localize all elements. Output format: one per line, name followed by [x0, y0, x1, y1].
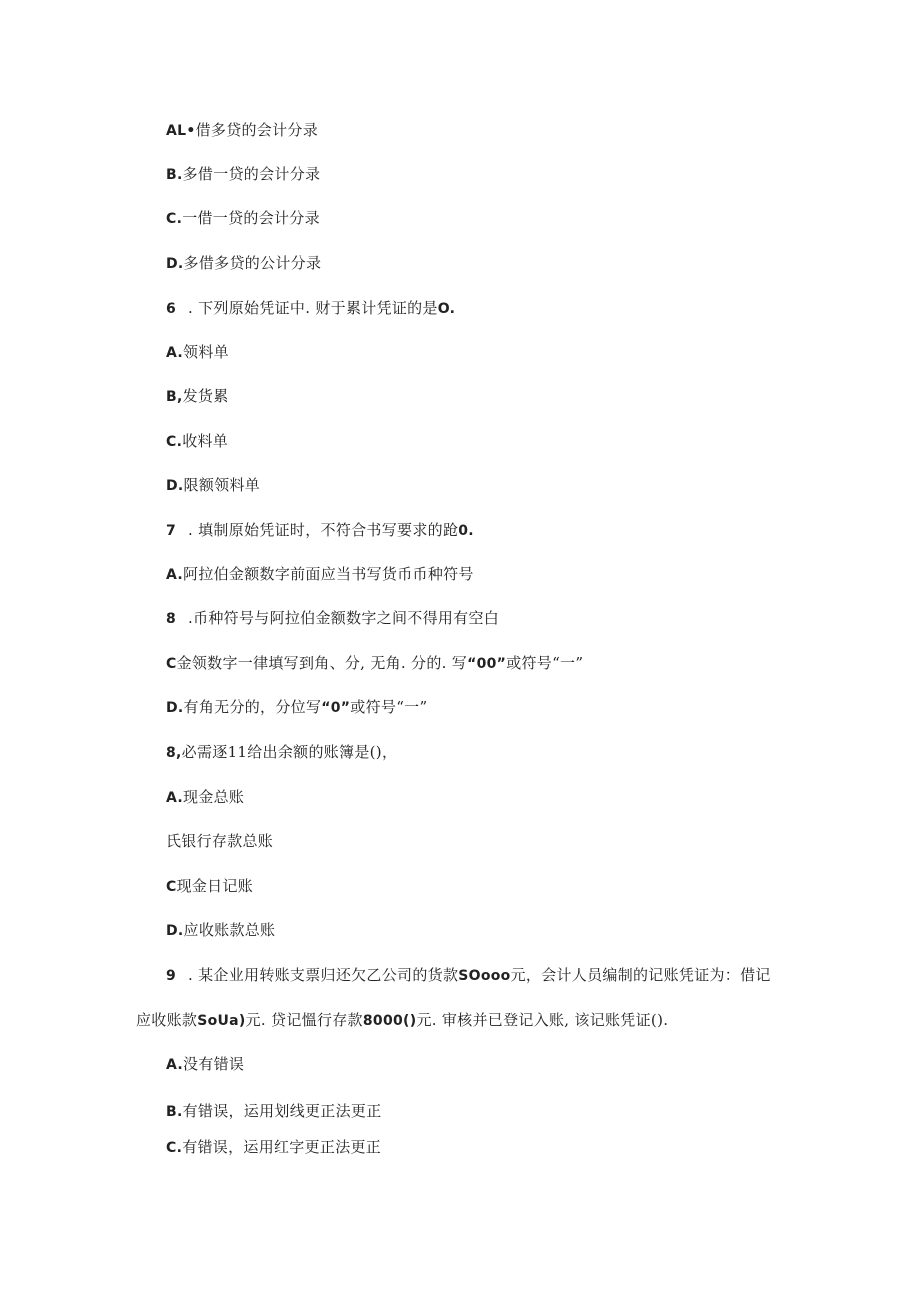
question-9-continuation [136, 1010, 668, 1031]
option-text: 多借一贷的会计分录 [182, 165, 321, 183]
q8-option-c [166, 876, 253, 897]
question-6 [166, 298, 455, 319]
option-text: 金领数字一律填写到角、分, 无角. 分的. 写 [176, 654, 468, 672]
option-text: 阿拉伯金额数字前面应当书写货币币种符号 [183, 565, 474, 583]
q8-option-b [166, 831, 273, 851]
q6-option-d [166, 475, 260, 496]
q6-option-b [166, 386, 229, 407]
option-text: 没有错误 [183, 1055, 245, 1073]
option-prefix: A. [166, 790, 184, 806]
option-quote: “0” [321, 700, 351, 716]
question-text: 应收账款 [136, 1011, 198, 1029]
option-prefix: C. [166, 1140, 183, 1156]
q9-option-a [166, 1054, 244, 1075]
option-prefix: D. [166, 256, 184, 272]
question-7 [166, 520, 474, 541]
question-text: . 填制原始凭证时，不符合书写要求的跄 [188, 521, 459, 539]
option-text-tail: 或符号“一” [506, 654, 584, 672]
amount-text: SoUa) [197, 1013, 246, 1029]
option-text: 收料单 [182, 432, 229, 450]
option-text: 应收账款总账 [183, 921, 276, 939]
question-text-mid: 元. 贷记慍行存款 [245, 1011, 363, 1029]
option-text: .币种符号与阿拉伯金额数字之间不得用有空白 [188, 609, 500, 627]
q9-option-c [166, 1137, 381, 1158]
q6-option-a [166, 342, 229, 363]
option-text: 有错误，运用划线更正法更正 [182, 1102, 382, 1120]
q8-option-d [166, 920, 275, 941]
option-prefix: C [166, 656, 177, 672]
option-text: 领料单 [183, 343, 229, 361]
question-suffix: O. [437, 301, 456, 317]
question-number: 7 [166, 523, 177, 539]
question-number: 6 [166, 301, 177, 317]
question-text-tail: 元，会计人员编制的记账凭证为：借记 [510, 966, 771, 984]
option-prefix: AL• [166, 123, 196, 139]
question-text: . 某企业用转账支票归还欠乙公司的货款 [188, 966, 459, 984]
option-text: 现金日记账 [176, 877, 254, 895]
question-suffix: 0. [458, 523, 474, 539]
option-number: 8 [166, 611, 177, 627]
option-prefix: B, [166, 389, 183, 405]
q7-option-b [166, 608, 499, 629]
q7-option-c [166, 653, 583, 674]
question-8 [166, 742, 397, 763]
question-text-tail: 元. 审核并已登记入账, 该记账凭证(). [416, 1011, 669, 1029]
option-prefix: A. [166, 567, 184, 583]
option-text: 有错误，运用红字更正法更正 [182, 1138, 382, 1156]
option-prefix: B. [166, 167, 183, 183]
question-number: 8, [166, 745, 182, 761]
option-d-line [166, 253, 321, 274]
option-prefix: D. [166, 700, 184, 716]
option-text: 氏银行存款总账 [166, 832, 274, 850]
q6-option-c [166, 431, 228, 452]
option-b-line [166, 164, 320, 185]
option-text: 有角无分的，分位写 [183, 698, 322, 716]
option-prefix: C. [166, 434, 183, 450]
option-text: 发货累 [182, 387, 229, 405]
option-prefix: C. [166, 211, 183, 227]
option-c-line [166, 208, 320, 229]
option-text: 限额领料单 [183, 476, 261, 494]
question-text: 必需逐11给出余额的账簿是()， [181, 743, 398, 761]
q7-option-d [166, 697, 427, 718]
option-text: 现金总账 [183, 788, 245, 806]
option-a-line [166, 120, 318, 141]
option-prefix: D. [166, 478, 184, 494]
option-prefix: B. [166, 1104, 183, 1120]
option-text-tail: 或符号“一” [350, 698, 428, 716]
q7-option-a [166, 564, 474, 585]
option-text: 多借多贷的公计分录 [183, 254, 322, 272]
amount-text: 8000() [362, 1013, 417, 1029]
question-text: . 下列原始凭证中. 财于累计凭证的是 [188, 299, 438, 317]
option-text: 借多贷的会计分录 [195, 121, 319, 139]
q9-option-b [166, 1101, 382, 1122]
question-number: 9 [166, 968, 177, 984]
amount-text: SOooo [458, 968, 511, 984]
option-prefix: A. [166, 345, 184, 361]
option-prefix: D. [166, 923, 184, 939]
option-quote: “00” [467, 656, 507, 672]
option-prefix: A. [166, 1057, 184, 1073]
question-9 [166, 965, 771, 986]
option-prefix: C [166, 879, 177, 895]
option-text: 一借一贷的会计分录 [182, 209, 320, 227]
q8-option-a [166, 787, 244, 808]
